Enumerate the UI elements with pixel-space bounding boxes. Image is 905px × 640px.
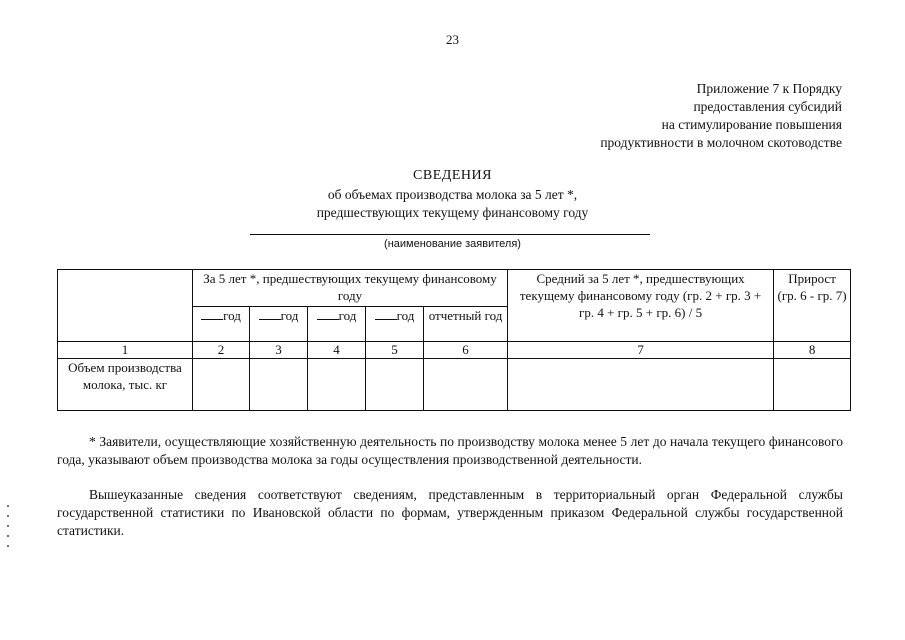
header-year-4 — [366, 307, 424, 342]
footnote: * Заявители, осуществляющие хозяйственную деятельность по производству молока менее 5 лет до начала текущего финансового года, указывают объем производства молока за годы осуществления производственной деятельности. — [57, 434, 843, 467]
applicant-name-line — [250, 234, 650, 235]
column-number: 3 — [250, 342, 308, 359]
data-cell-average[interactable] — [508, 359, 774, 411]
column-number: 5 — [366, 342, 424, 359]
appendix-line: продуктивности в молочном скотоводстве — [600, 135, 842, 150]
margin-dot — [7, 505, 9, 507]
column-number: 4 — [308, 342, 366, 359]
header-5-years: За 5 лет *, предшествующих текущему финансовому году — [193, 270, 508, 307]
column-number: 6 — [424, 342, 508, 359]
year-blank — [259, 307, 281, 320]
year-label: год — [223, 308, 241, 323]
header-empty-cell — [58, 270, 193, 342]
column-number: 7 — [508, 342, 774, 359]
table-header-row — [58, 270, 851, 307]
year-blank — [375, 307, 397, 320]
appendix-line: на стимулирование повышения — [661, 117, 842, 132]
column-number-row — [58, 342, 851, 359]
year-label: год — [396, 308, 415, 323]
column-number: 1 — [58, 342, 193, 359]
header-average: Средний за 5 лет *, предшествующих текущему финансовому году (гр. 2 + гр. 3 + гр. 4 + гр. 5 + гр. 6) / 5 — [508, 270, 774, 342]
data-cell-year-1[interactable] — [193, 359, 250, 411]
year-label: год — [280, 308, 299, 323]
margin-marks — [7, 505, 10, 555]
applicant-caption: (наименование заявителя) — [384, 238, 521, 250]
margin-dot — [7, 515, 9, 517]
subtitle-line: об объемах производства молока за 5 лет *, — [327, 187, 578, 202]
margin-dot — [7, 525, 9, 527]
data-cell-growth[interactable] — [774, 359, 851, 411]
column-number: 8 — [774, 342, 851, 359]
data-cell-year-2[interactable] — [250, 359, 308, 411]
document-title: СВЕДЕНИЯ — [413, 168, 492, 183]
column-number: 2 — [193, 342, 250, 359]
margin-dot — [7, 545, 9, 547]
subtitle-line: предшествующих текущему финансовому году — [316, 205, 589, 220]
header-year-1 — [193, 307, 250, 342]
appendix-note — [600, 80, 842, 152]
header-year-3 — [308, 307, 366, 342]
statement-paragraph: Вышеуказанные сведения соответствуют сведениям, представленным в территориальный орган Федеральной службы государственной статистики по Ивановской области по формам, утвержденным приказом Федеральной службы государственной статистики. — [57, 487, 843, 538]
row-label: Объем производства молока, тыс. кг — [58, 359, 193, 411]
margin-dot — [7, 535, 9, 537]
header-growth: Прирост (гр. 6 - гр. 7) — [774, 270, 851, 342]
appendix-line: предоставления субсидий — [693, 99, 842, 114]
page-number: 23 — [446, 32, 459, 47]
year-label: год — [338, 308, 357, 323]
data-cell-year-4[interactable] — [366, 359, 424, 411]
header-reporting-year: отчетный год — [424, 307, 508, 342]
data-cell-reporting-year[interactable] — [424, 359, 508, 411]
data-cell-year-3[interactable] — [308, 359, 366, 411]
header-year-2 — [250, 307, 308, 342]
document-subtitle — [0, 186, 905, 222]
milk-production-table — [57, 269, 851, 411]
year-blank — [317, 307, 339, 320]
year-blank — [201, 307, 223, 320]
table-row — [58, 359, 851, 411]
appendix-line: Приложение 7 к Порядку — [696, 81, 842, 96]
